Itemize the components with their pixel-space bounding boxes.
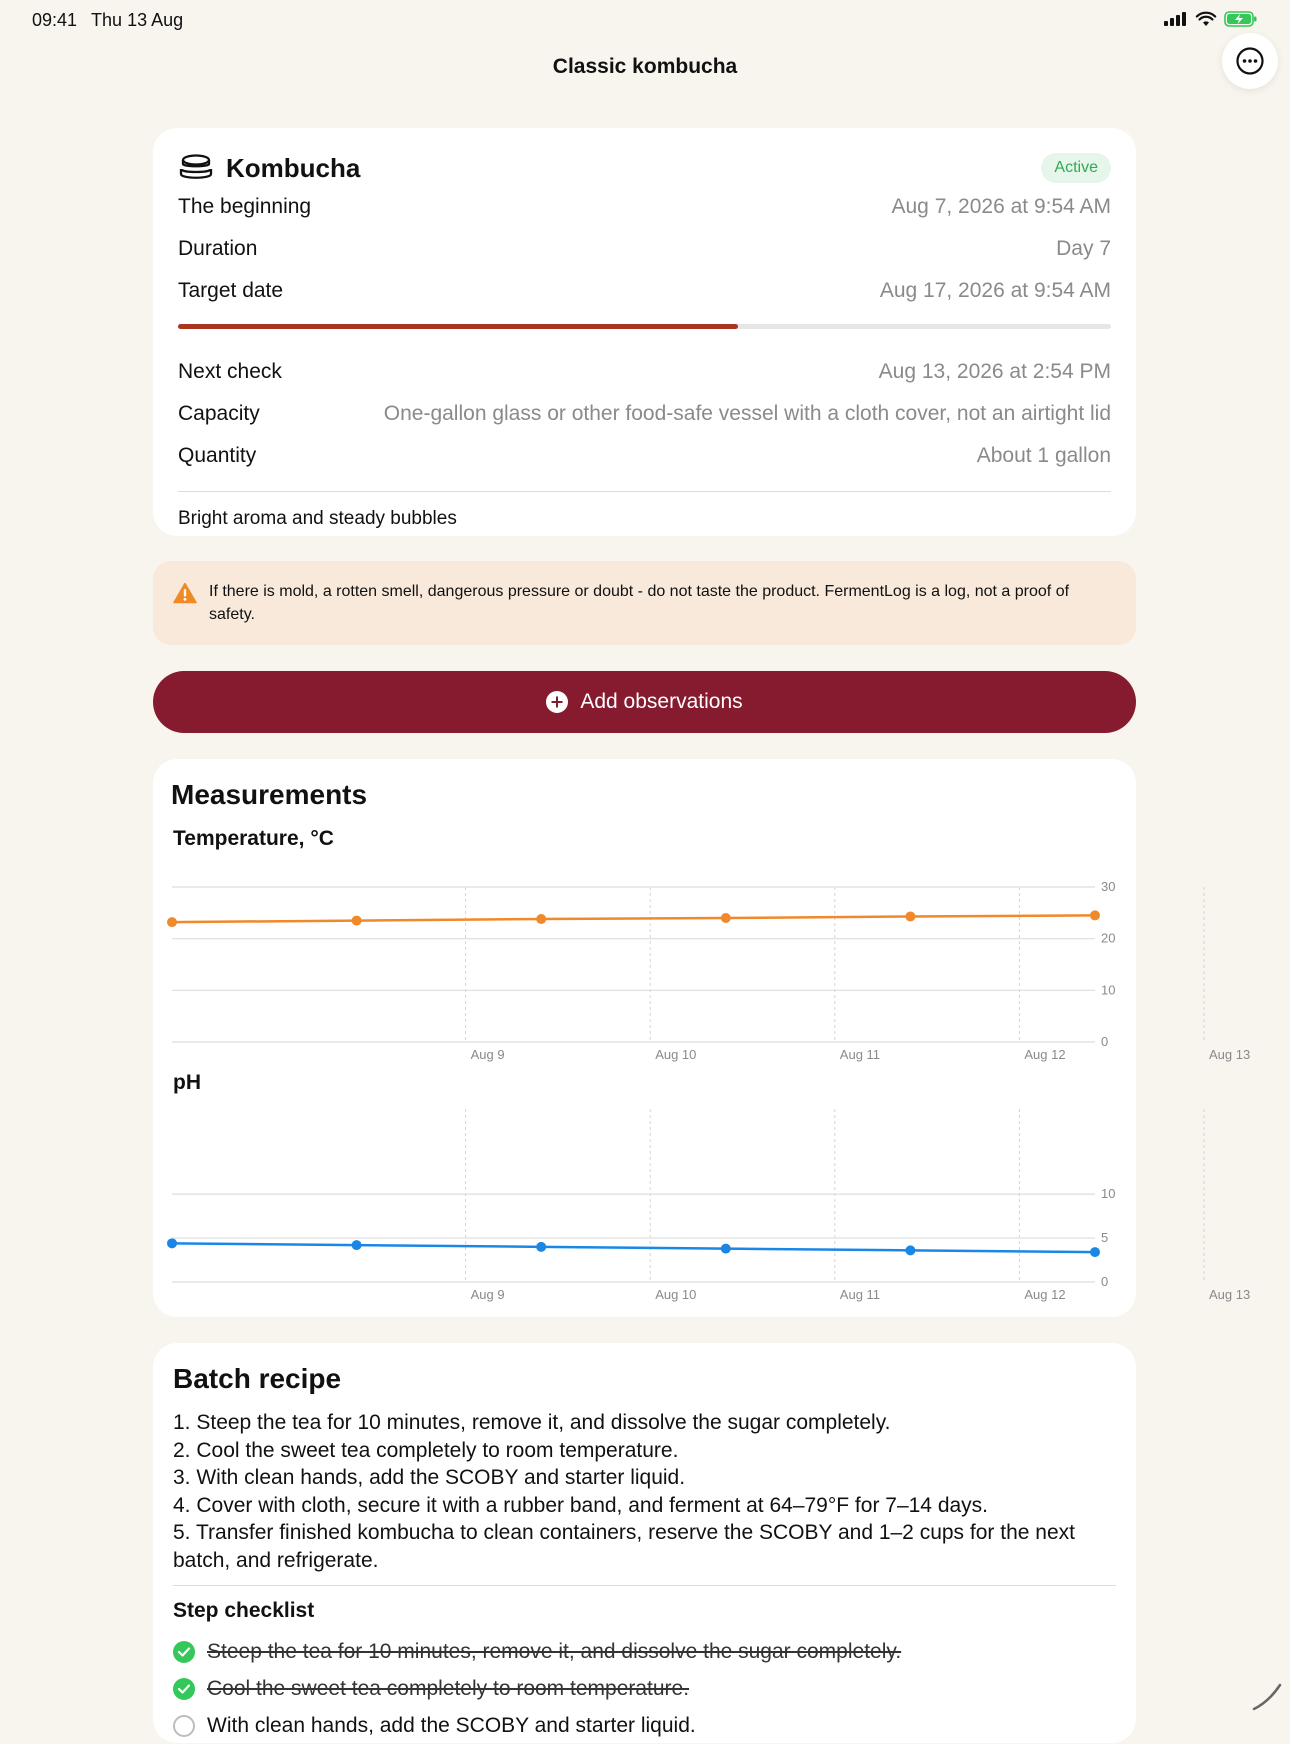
y-tick-label: 20 — [1101, 930, 1116, 946]
row-value: One-gallon glass or other food-safe vessel with a cloth cover, not an airtight lid — [383, 402, 1111, 425]
row-label: The beginning — [178, 195, 312, 218]
data-point — [352, 1240, 362, 1250]
y-tick-label: 0 — [1101, 1274, 1109, 1289]
empty-circle-icon[interactable] — [173, 1715, 195, 1737]
row-value: Aug 7, 2026 at 9:54 AM — [891, 195, 1111, 218]
row-duration — [178, 228, 1111, 270]
batch-name: Kombucha — [226, 152, 361, 183]
add-observations-label: Add observations — [580, 690, 743, 713]
checklist-item[interactable] — [173, 1633, 1116, 1670]
x-tick-label: Aug 10 — [655, 1287, 697, 1302]
summary-header — [178, 150, 1111, 186]
data-point — [905, 911, 915, 921]
checkmark-circle-icon[interactable] — [173, 1678, 195, 1700]
recipe-step: 2. Cool the sweet tea completely to room temperature. — [173, 1438, 679, 1462]
temperature-chart-title: Temperature, °C — [173, 827, 334, 850]
data-point — [536, 914, 546, 924]
recipe-step: 3. With clean hands, add the SCOBY and starter liquid. — [173, 1466, 686, 1489]
x-tick-label: Aug 13 — [1209, 1047, 1251, 1062]
ellipsis-circle-icon — [1235, 46, 1265, 76]
data-point — [352, 916, 362, 926]
warning-triangle-icon — [173, 582, 197, 604]
row-value: Aug 17, 2026 at 9:54 AM — [879, 279, 1111, 302]
data-point — [536, 1242, 546, 1252]
x-tick-label: Aug 12 — [1024, 1047, 1066, 1062]
data-point — [905, 1245, 915, 1255]
status-time: 09:41 — [32, 10, 78, 30]
pencil-scribble-icon — [1252, 1683, 1282, 1711]
plus-circle-icon — [546, 691, 568, 713]
status-date: Thu 13 Aug — [91, 10, 184, 30]
row-value: About 1 gallon — [976, 444, 1111, 467]
x-tick-label: Aug 11 — [839, 1047, 881, 1062]
status-bar — [0, 0, 1290, 40]
data-point — [1090, 910, 1100, 920]
fermentation-progress-bar — [178, 324, 1111, 329]
divider — [178, 491, 1111, 492]
row-next-check — [178, 351, 1111, 393]
batch-note: Bright aroma and steady bubbles — [178, 508, 457, 529]
row-quantity — [178, 435, 1111, 477]
battery-charging-icon — [1224, 11, 1258, 27]
temperature-chart — [153, 859, 1251, 1062]
summary-rows-bottom — [178, 351, 1111, 477]
status-icons — [1164, 11, 1258, 27]
page-title: Classic kombucha — [552, 55, 738, 78]
x-tick-label: Aug 9 — [470, 1047, 505, 1062]
measurements-title: Measurements — [171, 779, 368, 810]
y-tick-label: 30 — [1101, 879, 1116, 894]
y-tick-label: 5 — [1101, 1230, 1109, 1246]
row-capacity — [178, 393, 1111, 435]
series-line — [172, 1243, 1095, 1252]
checklist-item[interactable] — [173, 1707, 1116, 1744]
recipe-step: 5. Transfer finished kombucha to clean containers, reserve the SCOBY and 1–2 cups for the next batch, and refrigerate. — [173, 1521, 1075, 1572]
divider — [173, 1585, 1116, 1586]
row-label: Next check — [178, 360, 282, 383]
data-point — [1090, 1247, 1100, 1257]
add-observations-button[interactable] — [153, 671, 1136, 733]
row-beginning — [178, 186, 1111, 228]
checklist-item-label: With clean hands, add the SCOBY and starter liquid. — [207, 1713, 696, 1737]
wifi-icon — [1196, 12, 1216, 27]
checklist-title: Step checklist — [173, 1599, 315, 1622]
row-value: Aug 13, 2026 at 2:54 PM — [878, 360, 1111, 383]
batch-recipe-card — [153, 1343, 1136, 1743]
x-tick-label: Aug 9 — [470, 1287, 505, 1302]
summary-rows-top — [178, 186, 1111, 312]
data-point — [167, 917, 177, 927]
recipe-step: 1. Steep the tea for 10 minutes, remove it, and dissolve the sugar completely. — [173, 1411, 891, 1434]
checklist-item-label: Cool the sweet tea completely to room temperature. — [207, 1676, 690, 1700]
data-point — [167, 1238, 177, 1248]
row-label: Target date — [178, 279, 284, 302]
row-label: Quantity — [178, 444, 257, 467]
x-tick-label: Aug 13 — [1209, 1287, 1251, 1302]
warning-text: If there is mold, a rotten smell, dangerous pressure or doubt - do not taste the product. FermentLog is a log, not a proof of safety. — [209, 583, 1070, 623]
row-label: Capacity — [178, 402, 260, 425]
checkmark-circle-icon[interactable] — [173, 1641, 195, 1663]
cellular-signal-icon — [1164, 12, 1188, 26]
y-tick-label: 0 — [1101, 1034, 1109, 1049]
series-line — [172, 915, 1095, 922]
x-tick-label: Aug 11 — [839, 1287, 881, 1302]
row-label: Duration — [178, 237, 258, 260]
y-tick-label: 10 — [1101, 982, 1116, 998]
measurements-card — [153, 759, 1251, 1317]
recipe-steps — [173, 1409, 1116, 1574]
checklist-item-label: Steep the tea for 10 minutes, remove it, and dissolve the sugar completely. — [207, 1639, 902, 1663]
x-tick-label: Aug 12 — [1024, 1287, 1066, 1302]
row-target-date — [178, 270, 1111, 312]
ph-chart-title: pH — [173, 1071, 201, 1094]
safety-warning — [153, 561, 1136, 645]
data-point — [721, 913, 731, 923]
progress-fill — [178, 324, 738, 329]
batch-summary-card — [153, 128, 1136, 536]
recipe-step: 4. Cover with cloth, secure it with a rubber band, and ferment at 64–79°F for 7–14 days. — [173, 1493, 989, 1517]
status-left — [32, 10, 197, 31]
checklist-item[interactable] — [173, 1670, 1116, 1707]
more-options-button[interactable] — [1222, 33, 1278, 89]
status-badge: Active — [1041, 153, 1111, 183]
row-value: Day 7 — [1056, 237, 1111, 260]
jar-stack-icon — [178, 153, 214, 183]
y-tick-label: 10 — [1101, 1186, 1116, 1202]
data-point — [721, 1244, 731, 1254]
x-tick-label: Aug 10 — [655, 1047, 697, 1062]
ph-chart — [153, 1099, 1251, 1304]
recipe-title: Batch recipe — [173, 1363, 342, 1394]
